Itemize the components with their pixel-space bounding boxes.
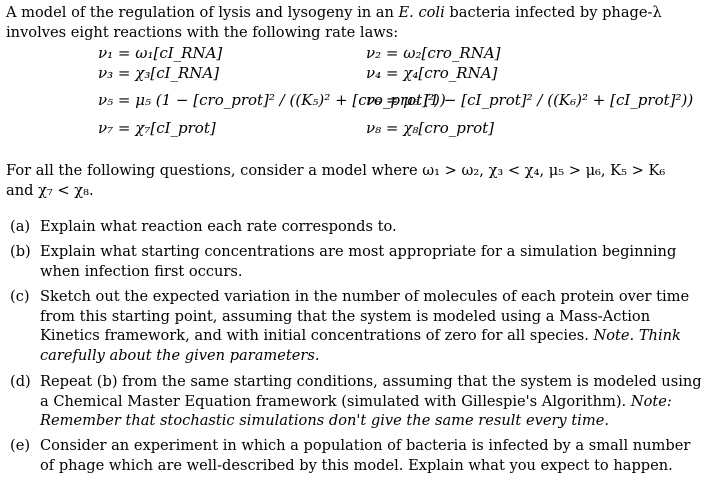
conditions-paragraph <box>6 161 666 200</box>
question-line: from this starting point, assuming that the system is modeled using a Mass-Action <box>40 307 651 325</box>
equation-v4: ν₄ = χ₄[cro_RNA] <box>366 64 498 82</box>
question-label: (d) <box>10 373 31 390</box>
intro-paragraph <box>6 3 662 42</box>
intro-line-2: involves eight reactions with the following rate laws: <box>6 23 399 41</box>
equation-v8: ν₈ = χ₈[cro_prot] <box>366 119 494 137</box>
question-line: Explain what reaction each rate corresponds to. <box>40 218 397 235</box>
question-line: a Chemical Master Equation framework (simulated with Gillespie's Algorithm). Note: <box>40 392 672 410</box>
equation-v6: ν₆ = μ₆ (1 − [cI_prot]² / ((K₆)² + [cI_prot]²)) <box>366 91 694 109</box>
question-line: Sketch out the expected variation in the number of molecules of each protein over time <box>40 288 690 305</box>
question-line: when infection first occurs. <box>40 262 243 280</box>
equation-v1: ν₁ = ω₁[cI_RNA] <box>98 44 223 62</box>
question-note: Note: <box>630 392 672 410</box>
question-label: (e) <box>10 437 31 454</box>
question-label: (a) <box>10 218 31 235</box>
question-note: Remember that stochastic simulations don't give the same result every time. <box>40 412 609 429</box>
conditions-line-2: and χ₇ < χ₈. <box>6 181 94 199</box>
question-note: Note. Think <box>593 327 681 344</box>
intro-line-1: A model of the regulation of lysis and lysogeny in an E. coli bacteria infected by phage-λ <box>6 4 662 21</box>
question-line: Kinetics framework, and with initial concentrations of zero for all species. Note. Think <box>40 327 681 344</box>
conditions-line-1: For all the following questions, consider a model where ω₁ > ω₂, χ₃ < χ₄, μ₅ > μ₆, K₅ > K₆ <box>6 162 666 179</box>
equation-v7: ν₇ = χ₇[cI_prot] <box>98 119 216 137</box>
question-note: carefully about the given parameters. <box>40 346 320 364</box>
question-line: Explain what starting concentrations are most appropriate for a simulation beginning <box>40 243 677 260</box>
question-line: Repeat (b) from the same starting conditions, assuming that the system is modeled using <box>40 373 702 390</box>
equation-v2: ν₂ = ω₂[cro_RNA] <box>366 44 501 62</box>
question-line: Consider an experiment in which a population of bacteria is infected by a small number <box>40 437 691 454</box>
equation-v5: ν₅ = μ₅ (1 − [cro_prot]² / ((K₅)² + [cro_prot]²)) <box>98 91 446 109</box>
question-line: of phage which are well-described by this model. Explain what you expect to happen. <box>40 456 673 474</box>
rate-equations <box>98 44 694 144</box>
equation-v3: ν₃ = χ₃[cI_RNA] <box>98 64 220 82</box>
question-label: (c) <box>10 288 30 305</box>
question-label: (b) <box>10 243 31 260</box>
